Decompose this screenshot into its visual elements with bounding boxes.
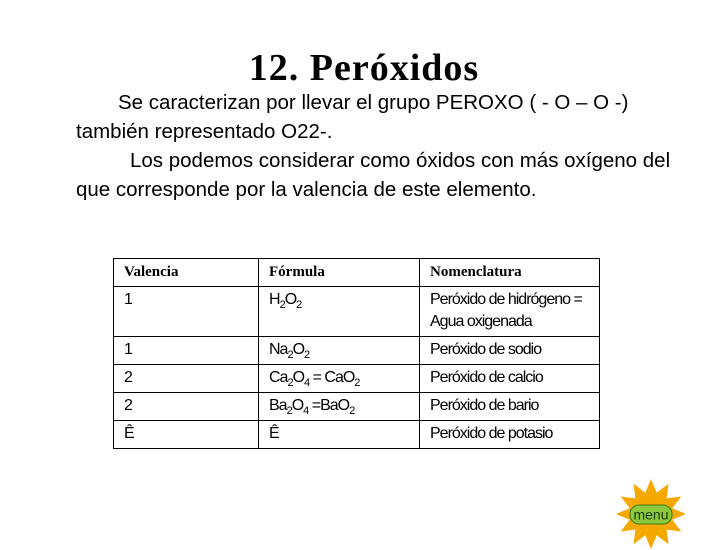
cell-formula: $Ba_2O_4 =BaO_2$ [259,393,420,421]
table-row [114,337,600,365]
cell-formula: $H_2O_2$ [259,287,420,337]
paragraph-explanation: Los podemos considerar como óxidos con más oxígeno del que corresponde por la valencia de este elemento. [76,149,671,201]
slide-title: 12. Peróxidos [248,47,480,89]
menu-button[interactable] [613,478,689,550]
header-formula: Fórmula [259,259,420,287]
cell-formula: $Ca_2O_4 = CaO_2$ [259,365,420,393]
cell-valencia: 1 [114,287,259,337]
cell-valencia: 2 [114,393,259,421]
table-row [114,287,600,337]
header-nomenclatura: Nomenclatura [420,259,600,287]
cell-nomenclatura: Peróxido de sodio [420,337,600,365]
menu-label: menu [633,506,669,523]
table-row [114,393,600,421]
peroxides-table [113,258,600,449]
cell-formula: $Na_2O_2$ [259,337,420,365]
cell-nomenclatura: Peróxido de calcio [420,365,600,393]
header-valencia: Valencia [114,259,259,287]
cell-nomenclatura: Peróxido de bario [420,393,600,421]
cell-valencia: Ê [114,421,259,449]
table-header-row [114,259,600,287]
table-row [114,365,600,393]
table-row [114,421,600,449]
paragraph-definition: Se caracterizan por llevar el grupo PEROXO ( - O – O -) también representado O22-. [76,91,629,143]
cell-nomenclatura: Peróxido de hidrógeno = Agua oxigenada [420,287,600,337]
cell-nomenclatura: Peróxido de potasio [420,421,600,449]
cell-valencia: 2 [114,365,259,393]
cell-valencia: 1 [114,337,259,365]
cell-formula: Ê [259,421,420,449]
